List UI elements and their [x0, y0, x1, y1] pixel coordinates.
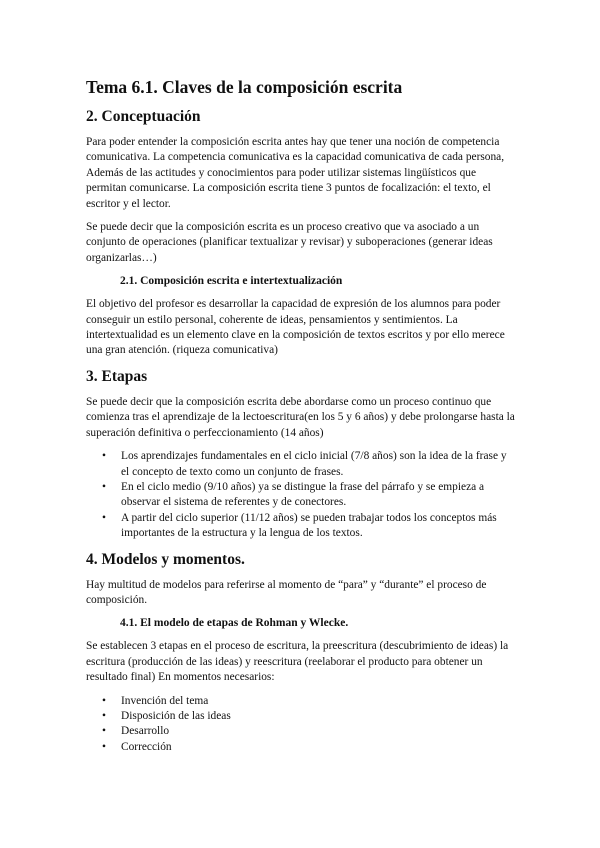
section-heading-modelos: 4. Modelos y momentos.: [86, 550, 245, 568]
paragraph: Hay multitud de modelos para referirse al momento de “para” y “durante” el proceso de composición.: [86, 578, 487, 606]
list-item: [102, 694, 516, 709]
paragraph: Se establecen 3 etapas en el proceso de escritura, la preescritura (descubrimiento de ideas) la escritura (producción de las ideas) y reescritura (reelaborar el producto para obtener un resultado final) En momentos necesarios:: [86, 640, 509, 684]
list-item-text: Desarrollo: [121, 725, 170, 738]
list-item: [102, 449, 516, 480]
list-item-text: En el ciclo medio (9/10 años) ya se distingue la frase del párrafo y se empieza a observar el sistema de referentes y de conectores.: [121, 480, 485, 509]
bullet-icon: •: [102, 740, 106, 753]
bullet-icon: •: [102, 450, 106, 463]
list-item: [102, 709, 516, 724]
paragraph: Se puede decir que la composición escrita es un proceso creativo que va asociado a un conjunto de operaciones (planificar textualizar y revisar) y suboperaciones (generar ideas organizarlas…): [86, 221, 493, 264]
document-body: [86, 76, 516, 763]
bullet-icon: •: [102, 480, 106, 493]
subsection-heading-intertextualizacion: 2.1. Composición escrita e intertextualización: [120, 275, 343, 288]
bullet-icon: •: [102, 709, 106, 722]
paragraph: El objetivo del profesor es desarrollar la capacidad de expresión de los alumnos para poder conseguir un estilo personal, coherente de ideas, pensamientos y sentimientos. La intertextualidad es un elemento clave en la composición de textos escritos y por ello merece una gran atención. (riqueza comunicativa): [86, 298, 505, 357]
bullet-icon: •: [102, 694, 106, 707]
list-item: [102, 740, 516, 755]
section-heading-etapas: 3. Etapas: [86, 367, 148, 385]
bullet-list-etapas: [86, 449, 516, 541]
bullet-icon: •: [102, 725, 106, 738]
paragraph: Para poder entender la composición escrita antes hay que tener una noción de competencia comunicativa. La competencia comunicativa es la capacidad comunicativa de cada persona, Además de las actitudes y conocimientos para poder utilizar sistemas lingüísticos que permitan comunicarse. La composición escrita tiene 3 puntos de focalización: el texto, el escritor y el lector.: [86, 136, 505, 210]
list-item-text: Los aprendizajes fundamentales en el ciclo inicial (7/8 años) son la idea de la frase y el concepto de texto como un conjunto de frases.: [121, 450, 507, 478]
list-item-text: A partir del ciclo superior (11/12 años) se pueden trabajar todos los conceptos más importantes de la estructura y la lengua de los textos.: [121, 511, 497, 540]
list-item: [102, 724, 516, 739]
list-item: [102, 511, 516, 542]
list-item-text: Corrección: [121, 740, 172, 753]
section-heading-conceptuacion: 2. Conceptuación: [86, 108, 201, 125]
paragraph: Se puede decir que la composición escrita debe abordarse como un proceso continuo que comienza tras el aprendizaje de la lectoescritura(en los 5 y 6 años) y debe prolongarse hasta la superación definitiva o perfeccionamiento (14 años): [86, 395, 515, 439]
bullet-list-momentos: [86, 694, 516, 756]
document-title: Tema 6.1. Claves de la composición escrita: [86, 77, 403, 97]
subsection-heading-rohman-wlecke: 4.1. El modelo de etapas de Rohman y Wlecke.: [120, 617, 349, 630]
bullet-icon: •: [102, 511, 106, 524]
list-item-text: Invención del tema: [121, 694, 209, 707]
list-item-text: Disposición de las ideas: [121, 709, 231, 722]
list-item: [102, 480, 516, 511]
